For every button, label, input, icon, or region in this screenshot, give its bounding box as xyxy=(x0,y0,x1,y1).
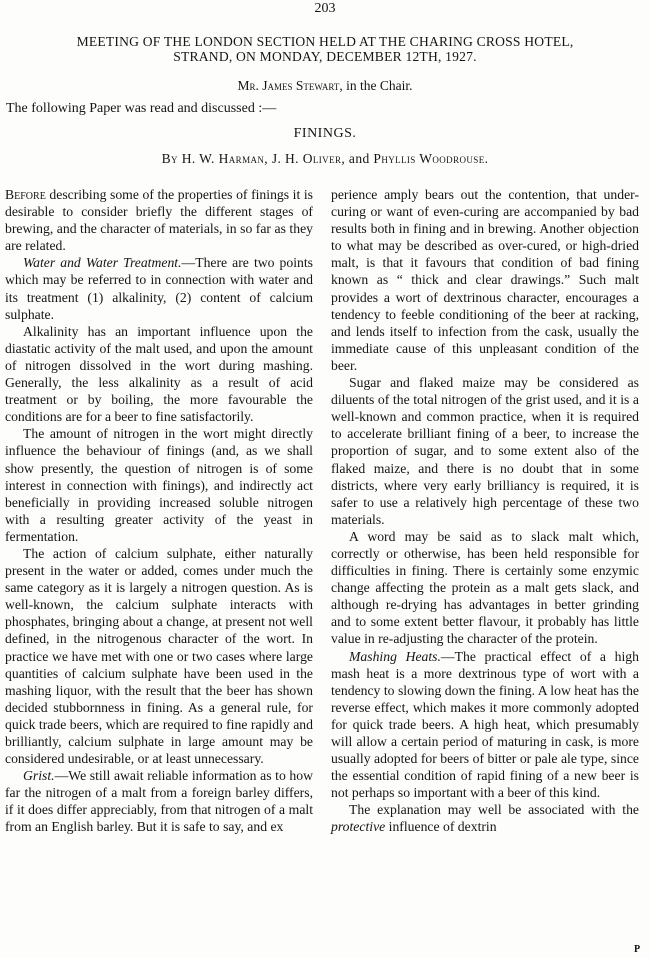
paper-title: FININGS. xyxy=(293,126,357,141)
author-2: J. H. Oliver xyxy=(271,151,342,166)
meeting-title-line-1: MEETING OF THE LONDON SECTION HELD AT THE CHARING CROSS HOTEL, xyxy=(76,34,574,49)
chair-rest: , in the Chair. xyxy=(339,78,413,93)
chair-line xyxy=(0,78,650,94)
left-column xyxy=(5,186,313,836)
paragraph-grist xyxy=(5,767,313,835)
paragraph-slack-malt: A word may be said as to slack malt which, correctly or otherwise, has been held responsible for difficulties in fining. There is certainly some enzymic change affecting the protein as a malt gets slack, and although re-drying has advantages in better grinding and to some extent better flavour, it probably has little value in re-adjusting the character of the protein. xyxy=(331,528,639,647)
author-1: H. W. Harman xyxy=(181,151,265,166)
paragraph-text: describing some of the properties of finings it is desirable to consider briefly the different stages of brewing, and the character of materials, in so far as they are related. xyxy=(5,187,313,254)
paragraph-mashing-heats xyxy=(331,648,639,802)
chair-name: Mr. James Stewart xyxy=(237,78,340,93)
paragraph-sugar-maize: Sugar and flaked maize may be considered as diluents of the total nitrogen of the grist used, and it is a well-known and common practice, when it is required to accelerate brilliant fining of a beer, to increase the proportion of sugar, and to some extent also of the flaked maize, and there is no doubt that in some districts, where very early brilliancy is required, it is safer to use a relatively high percentage of these two materials. xyxy=(331,375,639,527)
paragraph-text: influence of dextrin xyxy=(385,819,497,835)
intro-line: The following Paper was read and discussed :— xyxy=(6,101,277,116)
paragraph-text: —We still await reliable information as to how far the nitrogen of a malt from a foreign barley differs, if it does differ appreciably, from that nitrogen of a malt from an English barley. But it is safe to say, and ex xyxy=(5,768,313,835)
meeting-title-line-2: STRAND, ON MONDAY, DECEMBER 12TH, 1927. xyxy=(173,49,477,64)
signature-mark: P xyxy=(634,944,641,955)
byline-sep-2: , and xyxy=(341,151,374,166)
right-column xyxy=(331,186,639,836)
emphasis-protective: protective xyxy=(331,819,386,835)
lead-word: Before xyxy=(5,187,46,202)
paragraph-calcium-sulphate: The action of calcium sulphate, either naturally present in the water or added, comes under much the same category as it is largely a nitrogen question. As is well-known, the calcium sulphate interacts with phosphates, bringing about a change, at present not well defined, in the nitrogenous character of the wort. In practice we have met with one or two cases where large quantities of calcium sulphate have been used in the mashing liquor, with the result that the beer has shown decided stubbornness in fining. As a general rule, for quick trade beers, which are required to fine rapidly and brilliantly, calcium sulphate in large amount may be considered undesirable, or at least unnecessary. xyxy=(5,545,313,767)
page-number: 203 xyxy=(314,1,336,16)
paragraph-explanation xyxy=(331,801,639,835)
byline xyxy=(0,151,650,167)
byline-by: By xyxy=(161,151,178,166)
section-heading-mashing: Mashing Heats. xyxy=(349,648,441,664)
paragraph-text: —There are two points which may be referred to in connection with water and its treatment (1) alkalinity, (2) content of calcium sulphate. xyxy=(5,255,313,322)
byline-end: . xyxy=(484,151,489,166)
meeting-title xyxy=(0,34,650,64)
paragraph-water-treatment xyxy=(5,254,313,322)
paragraph-introduction xyxy=(5,186,313,254)
paragraph-text: The explanation may well be associated with the xyxy=(349,802,639,818)
section-heading-grist: Grist. xyxy=(23,768,55,784)
paragraph-malt-curing: perience amply bears out the contention, that under-curing or want of even-curing are accompanied by bad results both in fining and in brewing. Another objection to what may be described as over-cured, or high-dried malt, is that it favours that condition of bad fining known as “ thick and clear drawings.” Such malt provides a wort of dextrinous character, encourages a tendency to feeble conditioning of the beer at racking, and lends itself to infection from the cask, usually the immediate cause of this unpleasant condition of the beer. xyxy=(331,187,639,373)
section-heading-water: Water and Water Treatment. xyxy=(23,255,182,271)
paragraph-alkalinity: Alkalinity has an important influence upon the diastatic activity of the malt used, and upon the amount of nitrogen dissolved in the wort during mashing. Generally, the less alkalinity as a result of acid treatment or by boiling, the more favourable the conditions are for a beer to fine satisfactorily. xyxy=(5,323,313,425)
author-3: Phyllis Woodrouse xyxy=(373,151,485,166)
paragraph-text: —The practical effect of a high mash heat is a more dextrinous type of wort with a tendency to slowing down the fining. A low heat has the reverse effect, which makes it more commonly adopted for quick trade beers. A high heat, which presumably will allow a certain period of maturing in cask, is more usually adopted for beers of bitter or pale ale type, since the essential condition of rapid fining of a new beer is not perhaps so important with a beer of this kind. xyxy=(331,648,639,801)
byline-sep-1: , xyxy=(264,151,272,166)
paragraph-nitrogen: The amount of nitrogen in the wort might directly influence the behaviour of finings (and, as we shall show presently, the question of nitrogen is of some interest in connection with finings), and indirectly act beneficially in providing increased soluble nitrogen with a resulting greater activity of the yeast in fermentation. xyxy=(5,426,313,544)
